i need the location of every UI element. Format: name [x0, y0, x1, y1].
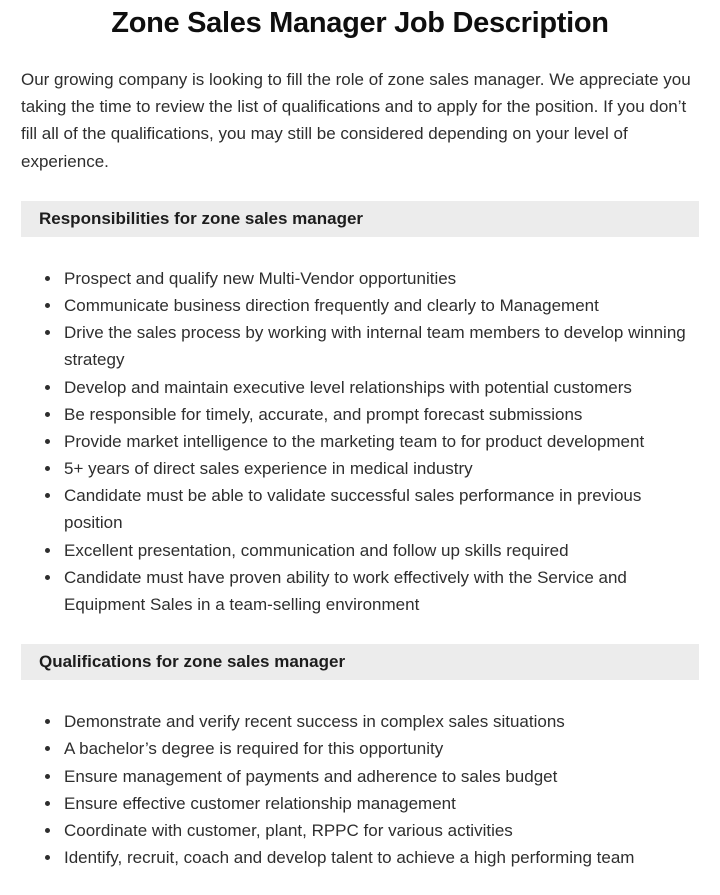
list-item: • Ensure effective customer relationship management: [62, 790, 699, 817]
list-item: • Prospect and qualify new Multi-Vendor opportunities: [62, 265, 699, 292]
responsibilities-section: [21, 201, 699, 618]
list-item: • Coordinate with customer, plant, RPPC for various activities: [62, 817, 699, 844]
intro-paragraph: Our growing company is looking to fill the role of zone sales manager. We appreciate you taking the time to review the list of qualifications and to apply for the position. If you don’t fill all of the qualifications, you may still be considered depending on your level of experience.: [21, 70, 691, 171]
qualifications-heading: Qualifications for zone sales manager: [21, 644, 699, 680]
list-item: • Communicate business direction frequently and clearly to Management: [62, 292, 699, 319]
list-item: • Provide market intelligence to the marketing team to for product development: [62, 428, 699, 455]
list-item: • Be responsible for timely, accurate, and prompt forecast submissions: [62, 401, 699, 428]
qualifications-section: [21, 644, 699, 871]
list-item: • Demonstrate and verify recent success in complex sales situations: [62, 708, 699, 735]
list-item: • Candidate must have proven ability to work effectively with the Service and Equipment Sales in a team-selling environment: [62, 564, 699, 618]
list-item: • Drive the sales process by working with internal team members to develop winning strategy: [62, 319, 699, 373]
list-item: • Identify, recruit, coach and develop talent to achieve a high performing team: [62, 844, 699, 871]
list-item: • A bachelor’s degree is required for this opportunity: [62, 735, 699, 762]
list-item: • Candidate must be able to validate successful sales performance in previous position: [62, 482, 699, 536]
qualifications-list: [21, 708, 699, 871]
page-title: Zone Sales Manager Job Description: [111, 7, 609, 39]
list-item: • Develop and maintain executive level relationships with potential customers: [62, 374, 699, 401]
list-item: • 5+ years of direct sales experience in medical industry: [62, 455, 699, 482]
list-item: • Ensure management of payments and adherence to sales budget: [62, 763, 699, 790]
list-item: • Excellent presentation, communication and follow up skills required: [62, 537, 699, 564]
responsibilities-heading: Responsibilities for zone sales manager: [21, 201, 699, 237]
responsibilities-list: [21, 265, 699, 618]
